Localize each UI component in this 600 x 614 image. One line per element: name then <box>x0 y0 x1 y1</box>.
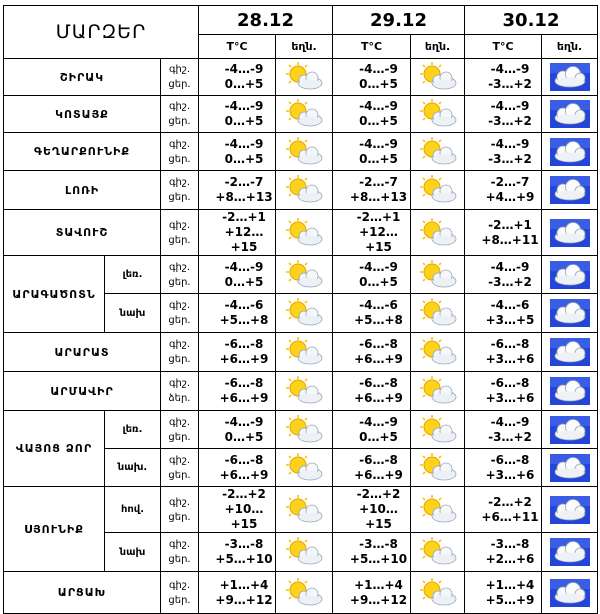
temperature-cell <box>465 294 542 333</box>
temperature-cell <box>333 59 411 96</box>
day-temp: +3…+6 <box>485 467 535 482</box>
temperature-cell <box>465 411 542 449</box>
night-temp: -6…-8 <box>224 452 264 467</box>
table-row <box>4 96 598 133</box>
subregion-label: նախ. <box>105 449 161 487</box>
night-label: գիշ. <box>168 579 191 591</box>
weather-icon-cell <box>411 572 465 614</box>
cloud-icon <box>550 261 590 289</box>
day-temp: +12…+15 <box>224 225 264 254</box>
night-temp: -4…-9 <box>359 136 398 151</box>
night-temp: -4…-9 <box>359 99 398 113</box>
weather-icon-cell <box>542 210 598 256</box>
weather-icon-cell <box>276 96 333 133</box>
night-temp: -4…-9 <box>490 62 530 76</box>
partly-cloudy-sun-icon <box>284 137 324 167</box>
partly-cloudy-sun-icon <box>418 415 458 445</box>
day-temp: +2…+6 <box>485 552 535 566</box>
period-labels <box>161 294 199 333</box>
night-temp: -3…-8 <box>224 537 264 551</box>
temperature-cell <box>465 572 542 614</box>
weather-icon-cell <box>411 411 465 449</box>
day-temp: +6…+9 <box>354 391 403 405</box>
region-name: ԱՐԱՐԱՏ <box>4 333 161 372</box>
day-temp: +6…+9 <box>219 352 269 366</box>
weather-icon-cell <box>542 256 598 294</box>
day-temp: +6…+9 <box>354 467 403 482</box>
cloud-icon <box>550 299 590 327</box>
day-temp: +5…+10 <box>215 552 273 566</box>
night-temp: -2…+1 <box>488 217 532 232</box>
period-labels <box>161 133 199 171</box>
temperature-cell <box>465 533 542 572</box>
temp-header: T°C <box>333 35 411 59</box>
day-label: ցեր. <box>168 554 191 565</box>
night-temp: -3…-8 <box>490 537 530 551</box>
table-row <box>4 411 598 449</box>
date-header-2: 29.12 <box>333 6 465 35</box>
temperature-cell <box>333 256 411 294</box>
weather-icon-cell <box>542 294 598 333</box>
partly-cloudy-sun-icon <box>284 260 324 290</box>
day-temp: +3…+6 <box>485 391 535 405</box>
weather-icon-cell <box>411 59 465 96</box>
weather-icon-cell <box>411 449 465 487</box>
cloud-icon <box>550 377 590 405</box>
day-temp: +6…+11 <box>481 509 539 524</box>
night-temp: -4…-6 <box>490 298 530 312</box>
table-row <box>4 210 598 256</box>
weather-icon-cell <box>542 333 598 372</box>
weather-icon-cell <box>276 449 333 487</box>
weather-icon-cell <box>276 333 333 372</box>
temperature-cell <box>333 449 411 487</box>
day-label: ցեր. <box>168 116 191 127</box>
day-temp: -3…+2 <box>488 429 532 444</box>
weather-icon-cell <box>276 487 333 533</box>
night-temp: -6…-8 <box>490 452 530 467</box>
day-temp: +8…+13 <box>215 190 273 204</box>
period-labels <box>161 96 199 133</box>
day-temp: 0…+5 <box>224 77 264 91</box>
night-temp: -2…-7 <box>359 175 398 189</box>
night-label: գիշ. <box>168 416 191 428</box>
weather-icon-cell <box>542 533 598 572</box>
night-temp: -2…+2 <box>356 487 401 501</box>
night-temp: -2…-7 <box>490 175 530 189</box>
day-temp: +10…+15 <box>359 502 398 531</box>
partly-cloudy-sun-icon <box>284 537 324 567</box>
night-temp: -4…-9 <box>359 62 398 76</box>
temp-header: T°C <box>465 35 542 59</box>
night-temp: -4…-9 <box>224 414 264 429</box>
table-row <box>4 333 598 372</box>
day-temp: -3…+2 <box>488 151 532 166</box>
day-temp: +5…+10 <box>349 552 408 566</box>
day-temp: +5…+9 <box>485 592 535 607</box>
weather-icon-cell <box>276 210 333 256</box>
night-label: գիշ. <box>168 300 191 311</box>
partly-cloudy-sun-icon <box>418 99 458 129</box>
region-name: ՇԻՐԱԿ <box>4 59 161 96</box>
temperature-cell <box>333 96 411 133</box>
night-temp: -6…-8 <box>359 452 398 467</box>
night-temp: -4…-9 <box>224 259 264 274</box>
day-temp: +6…+9 <box>219 391 269 405</box>
weather-icon-cell <box>411 210 465 256</box>
table-row <box>4 133 598 171</box>
night-temp: -4…-9 <box>359 414 398 429</box>
night-temp: -4…-6 <box>224 298 264 312</box>
icon-header: եղն. <box>542 35 598 59</box>
weather-icon-cell <box>411 533 465 572</box>
region-name: ԱՐԱԳԱԾՈՏՆ <box>4 256 105 333</box>
period-labels <box>161 449 199 487</box>
temperature-cell <box>333 171 411 210</box>
day-label: ցեր. <box>168 431 191 443</box>
weather-icon-cell <box>276 171 333 210</box>
weather-icon-cell <box>276 372 333 411</box>
table-row <box>4 372 598 411</box>
night-temp: +1…+4 <box>485 577 535 592</box>
temperature-cell <box>199 171 276 210</box>
region-name: ՎԱՅՈՑ ՁՈՐ <box>4 411 105 487</box>
weather-icon-cell <box>542 59 598 96</box>
partly-cloudy-sun-icon <box>284 376 324 406</box>
partly-cloudy-sun-icon <box>418 537 458 567</box>
weather-icon-cell <box>542 372 598 411</box>
day-temp: +4…+9 <box>485 190 535 204</box>
region-name: ԿՈՏԱՅՔ <box>4 96 161 133</box>
region-name: ԱՐՑԱԽ <box>4 572 161 614</box>
temperature-cell <box>465 133 542 171</box>
temperature-cell <box>333 411 411 449</box>
table-row <box>4 171 598 210</box>
weather-icon-cell <box>276 533 333 572</box>
day-temp: +3…+6 <box>485 352 535 366</box>
night-temp: -2…+1 <box>356 210 401 224</box>
night-temp: -4…-9 <box>490 259 530 274</box>
weather-icon-cell <box>276 133 333 171</box>
temperature-cell <box>465 96 542 133</box>
weather-icon-cell <box>276 256 333 294</box>
weather-icon-cell <box>411 294 465 333</box>
night-label: գիշ. <box>168 496 191 508</box>
day-temp: +12…+15 <box>359 225 398 254</box>
regions-header: ՄԱՐԶԵՐ <box>4 6 199 59</box>
subregion-label: նախ <box>105 294 161 333</box>
day-temp: +10…+15 <box>224 502 264 531</box>
partly-cloudy-sun-icon <box>284 453 324 483</box>
table-row <box>4 59 598 96</box>
temperature-cell <box>199 449 276 487</box>
partly-cloudy-sun-icon <box>418 298 458 328</box>
partly-cloudy-sun-icon <box>284 218 324 248</box>
partly-cloudy-sun-icon <box>418 137 458 167</box>
day-temp: 0…+5 <box>359 151 398 166</box>
day-temp: -3…+2 <box>488 114 532 128</box>
night-temp: -6…-8 <box>490 337 530 351</box>
temperature-cell <box>333 333 411 372</box>
partly-cloudy-sun-icon <box>418 453 458 483</box>
weather-icon-cell <box>542 171 598 210</box>
day-temp: 0…+5 <box>359 114 398 128</box>
day-temp: 0…+5 <box>224 114 264 128</box>
forecast-table <box>3 5 598 614</box>
region-name: ՍՅՈՒՆԻՔ <box>4 487 105 572</box>
period-labels <box>161 572 199 614</box>
day-label: ցեր. <box>168 315 191 326</box>
period-labels <box>161 210 199 256</box>
weather-icon-cell <box>542 133 598 171</box>
temp-header: T°C <box>199 35 276 59</box>
day-temp: +9…+12 <box>215 592 273 607</box>
temperature-cell <box>333 294 411 333</box>
day-label: ցեր. <box>168 153 191 165</box>
temperature-cell <box>333 133 411 171</box>
night-temp: -4…-9 <box>490 136 530 151</box>
day-temp: +9…+12 <box>349 592 408 607</box>
cloud-icon <box>550 579 590 607</box>
night-temp: -6…-8 <box>359 337 398 351</box>
night-temp: -4…-9 <box>490 99 530 113</box>
weather-icon-cell <box>276 59 333 96</box>
day-temp: -3…+2 <box>488 77 532 91</box>
weather-icon-cell <box>411 487 465 533</box>
region-name: ԱՐՄԱՎԻՐ <box>4 372 161 411</box>
table-row <box>4 256 598 294</box>
night-label: գիշ. <box>168 64 191 75</box>
temperature-cell <box>333 210 411 256</box>
temperature-cell <box>465 487 542 533</box>
region-name: ԼՈՌԻ <box>4 171 161 210</box>
period-labels <box>161 411 199 449</box>
weather-icon-cell <box>411 372 465 411</box>
subregion-label: լեռ. <box>105 411 161 449</box>
partly-cloudy-sun-icon <box>284 495 324 525</box>
night-temp: -4…-9 <box>224 99 264 113</box>
night-label: գիշ. <box>168 378 191 389</box>
cloud-icon <box>550 338 590 366</box>
day-temp: +8…+13 <box>349 190 408 204</box>
temperature-cell <box>333 533 411 572</box>
date-header-3: 30.12 <box>465 6 598 35</box>
partly-cloudy-sun-icon <box>284 298 324 328</box>
night-temp: -2…+2 <box>222 487 266 501</box>
day-temp: 0…+5 <box>359 274 398 289</box>
region-name: ՏԱՎՈՒՇ <box>4 210 161 256</box>
cloud-icon <box>550 138 590 166</box>
night-temp: -4…-9 <box>359 259 398 274</box>
night-label: գիշ. <box>168 219 191 231</box>
icon-header: եղն. <box>276 35 333 59</box>
temperature-cell <box>199 96 276 133</box>
temperature-cell <box>465 372 542 411</box>
subregion-label: նախ <box>105 533 161 572</box>
temperature-cell <box>465 333 542 372</box>
table-row <box>4 487 598 533</box>
temperature-cell <box>199 572 276 614</box>
temperature-cell <box>199 411 276 449</box>
night-temp: -2…-7 <box>224 175 264 189</box>
day-temp: 0…+5 <box>224 274 264 289</box>
partly-cloudy-sun-icon <box>418 376 458 406</box>
partly-cloudy-sun-icon <box>418 62 458 92</box>
partly-cloudy-sun-icon <box>284 337 324 367</box>
night-temp: -2…+1 <box>222 210 266 224</box>
temperature-cell <box>333 487 411 533</box>
day-label: ձեր. <box>168 393 191 404</box>
partly-cloudy-sun-icon <box>418 175 458 205</box>
temperature-cell <box>465 59 542 96</box>
weather-icon-cell <box>276 572 333 614</box>
temperature-cell <box>465 449 542 487</box>
temperature-cell <box>199 256 276 294</box>
period-labels <box>161 533 199 572</box>
temperature-cell <box>199 372 276 411</box>
temperature-cell <box>199 210 276 256</box>
night-temp: -4…-9 <box>224 62 264 76</box>
night-label: գիշ. <box>168 138 191 150</box>
weather-icon-cell <box>542 411 598 449</box>
cloud-icon <box>550 454 590 482</box>
cloud-icon <box>550 100 590 128</box>
weather-icon-cell <box>542 572 598 614</box>
night-temp: -6…-8 <box>224 376 264 390</box>
day-label: ցեր. <box>168 354 191 365</box>
night-temp: -4…-9 <box>490 414 530 429</box>
temperature-cell <box>465 256 542 294</box>
period-labels <box>161 333 199 372</box>
partly-cloudy-sun-icon <box>284 415 324 445</box>
weather-icon-cell <box>411 96 465 133</box>
day-temp: +8…+11 <box>481 232 539 247</box>
cloud-icon <box>550 496 590 524</box>
partly-cloudy-sun-icon <box>418 260 458 290</box>
cloud-icon <box>550 538 590 566</box>
period-labels <box>161 487 199 533</box>
night-label: գիշ. <box>168 261 191 273</box>
region-name: ԳԵՂԱՐՔՈՒՆԻՔ <box>4 133 161 171</box>
day-temp: 0…+5 <box>359 429 398 444</box>
partly-cloudy-sun-icon <box>418 218 458 248</box>
night-label: գիշ. <box>168 339 191 350</box>
night-temp: -2…+2 <box>488 494 532 509</box>
day-temp: 0…+5 <box>224 429 264 444</box>
day-label: ցեր. <box>168 276 191 288</box>
temperature-cell <box>199 487 276 533</box>
temperature-cell <box>333 572 411 614</box>
day-temp: +5…+8 <box>219 313 269 327</box>
day-temp: +6…+9 <box>354 352 403 366</box>
partly-cloudy-sun-icon <box>284 578 324 608</box>
night-temp: -3…-8 <box>359 537 398 551</box>
day-temp: 0…+5 <box>224 151 264 166</box>
day-label: ցեր. <box>168 79 191 90</box>
weather-icon-cell <box>411 171 465 210</box>
partly-cloudy-sun-icon <box>418 337 458 367</box>
date-header-1: 28.12 <box>199 6 333 35</box>
night-temp: -6…-8 <box>224 337 264 351</box>
cloud-icon <box>550 416 590 444</box>
weather-icon-cell <box>542 449 598 487</box>
night-temp: -4…-6 <box>359 298 398 312</box>
partly-cloudy-sun-icon <box>284 62 324 92</box>
cloud-icon <box>550 63 590 91</box>
weather-icon-cell <box>276 294 333 333</box>
weather-icon-cell <box>411 333 465 372</box>
temperature-cell <box>199 333 276 372</box>
night-label: գիշ. <box>168 539 191 550</box>
partly-cloudy-sun-icon <box>284 175 324 205</box>
temperature-cell <box>199 294 276 333</box>
night-temp: +1…+4 <box>354 577 403 592</box>
partly-cloudy-sun-icon <box>418 578 458 608</box>
temperature-cell <box>199 59 276 96</box>
period-labels <box>161 171 199 210</box>
cloud-icon <box>550 176 590 204</box>
day-label: ցեր. <box>168 511 191 523</box>
weather-icon-cell <box>411 133 465 171</box>
day-label: ցեր. <box>168 234 191 246</box>
weather-icon-cell <box>542 96 598 133</box>
subregion-label: հով. <box>105 487 161 533</box>
temperature-cell <box>199 133 276 171</box>
temperature-cell <box>333 372 411 411</box>
partly-cloudy-sun-icon <box>418 495 458 525</box>
temperature-cell <box>199 533 276 572</box>
night-temp: -6…-8 <box>490 376 530 390</box>
night-label: գիշ. <box>168 177 191 188</box>
temperature-cell <box>465 210 542 256</box>
day-label: ցեր. <box>168 192 191 203</box>
subregion-label: լեռ. <box>105 256 161 294</box>
period-labels <box>161 372 199 411</box>
weather-icon-cell <box>411 256 465 294</box>
night-label: գիշ. <box>168 101 191 112</box>
period-labels <box>161 256 199 294</box>
night-temp: +1…+4 <box>219 577 269 592</box>
night-temp: -6…-8 <box>359 376 398 390</box>
partly-cloudy-sun-icon <box>284 99 324 129</box>
weather-icon-cell <box>542 487 598 533</box>
day-label: ցեր. <box>168 594 191 606</box>
table-row <box>4 572 598 614</box>
day-temp: 0…+5 <box>359 77 398 91</box>
day-temp: +6…+9 <box>219 467 269 482</box>
night-label: գիշ. <box>168 454 191 466</box>
cloud-icon <box>550 219 590 247</box>
temperature-cell <box>465 171 542 210</box>
day-temp: +5…+8 <box>354 313 403 327</box>
day-temp: -3…+2 <box>488 274 532 289</box>
icon-header: եղն. <box>411 35 465 59</box>
period-labels <box>161 59 199 96</box>
weather-icon-cell <box>276 411 333 449</box>
day-label: ցեր. <box>168 469 191 481</box>
day-temp: +3…+5 <box>485 313 535 327</box>
night-temp: -4…-9 <box>224 136 264 151</box>
